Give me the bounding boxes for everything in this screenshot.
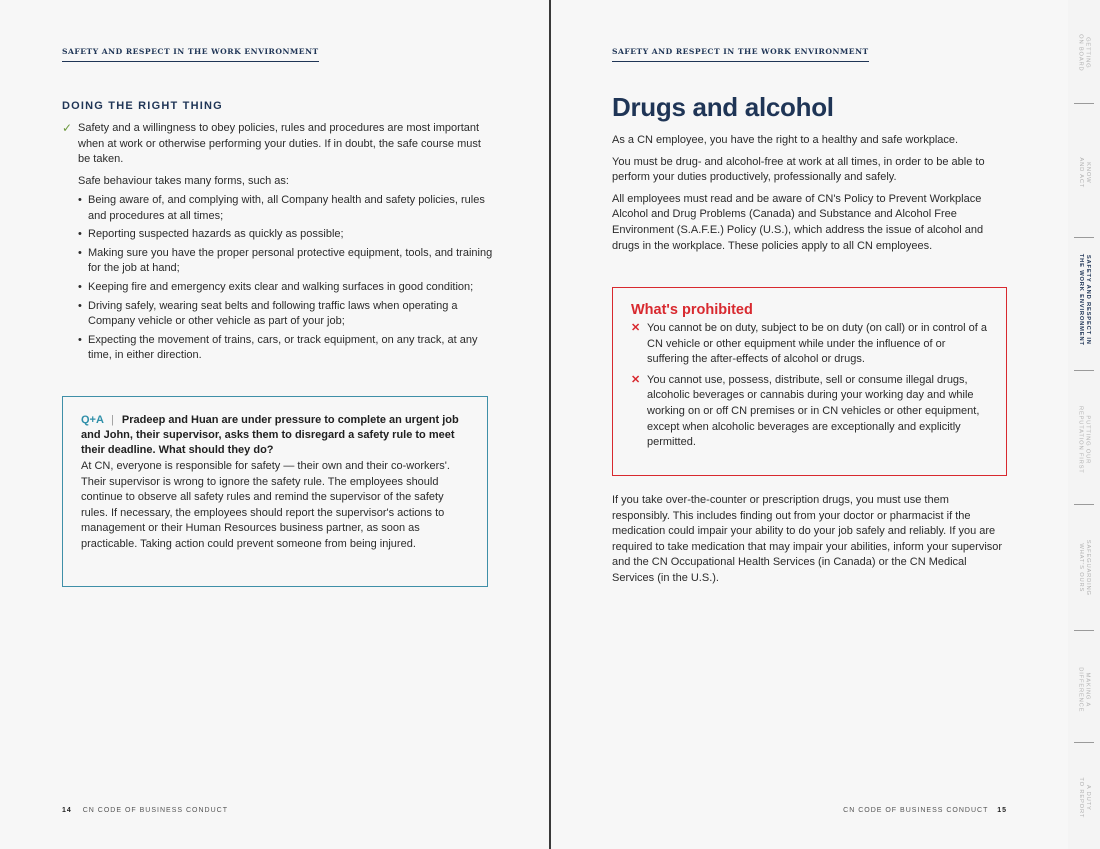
- tab-label: SAFEGUARDING WHAT'S OURS: [1078, 540, 1091, 596]
- paragraph: All employees must read and be aware of CN's Policy to Prevent Workplace Alcohol and Drug Problems (Canada) and Substance and Alcohol Free Environment (S.A.F.E.) Policy (U.S.), which address the issue of alcohol and drugs in the workplace. These policies apply to all CN employees.: [612, 192, 984, 252]
- tab-divider: [1074, 630, 1094, 631]
- tab-label: GETTING ON BOARD: [1078, 34, 1091, 72]
- qa-question: [81, 413, 469, 458]
- footer: [62, 807, 228, 814]
- safe-behaviour-list: [78, 193, 498, 367]
- list-item: • Driving safely, wearing seat belts and following traffic laws when operating a Company vehicle or other vehicle as part of your job;: [78, 299, 498, 330]
- qa-tag: Q+A: [81, 414, 104, 426]
- qa-question-text: Pradeep and Huan are under pressure to complete an urgent job and John, their supervisor, asks them to disregard a safety rule to meet their deadline. What should they do?: [81, 414, 459, 456]
- tab-divider: [1074, 237, 1094, 238]
- list-item: • Reporting suspected hazards as quickly as possible;: [78, 227, 498, 243]
- list-item: • Being aware of, and complying with, all Company health and safety policies, rules and procedures at all times;: [78, 193, 498, 224]
- tab-know-and-act[interactable]: [1068, 128, 1100, 218]
- prohibited-title: What's prohibited: [631, 302, 753, 318]
- tab-divider: [1074, 504, 1094, 505]
- section-tabs-sidebar: [1068, 0, 1100, 849]
- list-item: [631, 373, 988, 451]
- page-title: Drugs and alcohol: [612, 92, 834, 122]
- tab-label: KNOW AND ACT: [1077, 157, 1091, 189]
- intro-text: Safety and a willingness to obey policies, rules and procedures are most important when at work or otherwise performing your duties. If in doubt, the safe course must be taken.: [78, 122, 481, 166]
- tab-a-duty-to-report[interactable]: [1068, 758, 1100, 838]
- tab-divider: [1074, 103, 1094, 104]
- paragraph: You must be drug- and alcohol-free at work at all times, in order to be able to perform your duties productively, professionally and safely.: [612, 155, 985, 184]
- list-item: [631, 321, 988, 368]
- qa-callout: [62, 396, 488, 587]
- tab-making-a-difference[interactable]: [1068, 645, 1100, 735]
- prohibited-item-text: You cannot use, possess, distribute, sell or consume illegal drugs, alcoholic beverages or cannabis during your working day and while working on or off CN premises or in CN vehicles or other equipment, except when alcoholic beverages are exceptionally and explicitly permitted.: [647, 373, 980, 449]
- tab-putting-our-reputation-first[interactable]: [1068, 380, 1100, 500]
- list-item: • Making sure you have the proper personal protective equipment, tools, and training for the job at hand;: [78, 246, 498, 277]
- intro-paragraph: [62, 121, 482, 168]
- prohibited-list: [631, 321, 988, 451]
- running-head: SAFETY AND RESPECT IN THE WORK ENVIRONMENT: [612, 47, 869, 62]
- right-page: [551, 0, 1068, 849]
- prohibited-item-text: You cannot be on duty, subject to be on duty (on call) or in control of a CN vehicle or other equipment while under the influence of or suffering the after-effects of alcohol or drugs.: [647, 322, 987, 366]
- list-item: • Keeping fire and emergency exits clear and walking surfaces in good condition;: [78, 280, 498, 296]
- prohibited-callout: [612, 287, 1007, 476]
- tab-label: MAKING A DIFFERENCE: [1078, 667, 1091, 713]
- tab-label: PUTTING OUR REPUTATION FIRST: [1078, 406, 1091, 474]
- cross-icon: ✕: [631, 373, 641, 386]
- tab-getting-on-board[interactable]: [1068, 18, 1100, 88]
- paragraph: As a CN employee, you have the right to a healthy and safe workplace.: [612, 134, 959, 146]
- footer: [843, 807, 1007, 814]
- checkmark-icon: ✓: [62, 121, 73, 135]
- tab-safeguarding-whats-ours[interactable]: [1068, 518, 1100, 618]
- page-number: 14: [62, 807, 72, 814]
- tab-safety-and-respect[interactable]: [1068, 240, 1100, 360]
- intro-paragraphs: [612, 133, 1004, 260]
- medication-paragraph: If you take over-the-counter or prescription drugs, you must use them responsibly. This includes finding out from your doctor or pharmacist if the medication could impair your ability to do your job safely and reliably. If you are required to take medication that may impair your abilities, inform your supervisor and the CN Occupational Health Services (in Canada) or the CN Medical Services (in the U.S.).: [612, 494, 1003, 584]
- list-item: • Expecting the movement of trains, cars, or track equipment, on any track, at any time, in either direction.: [78, 333, 498, 364]
- tab-divider: [1074, 370, 1094, 371]
- footer-title: CN CODE OF BUSINESS CONDUCT: [843, 807, 989, 814]
- tab-label: A DUTY TO REPORT: [1078, 777, 1091, 819]
- page-number: 15: [997, 807, 1007, 814]
- tab-divider: [1074, 742, 1094, 743]
- qa-answer: At CN, everyone is responsible for safety — their own and their co-workers'. Their supervisor is wrong to ignore the safety rule. The employees should continue to observe all safety rules and remind the supervisor of the safety rules. If necessary, the employees should report the supervisor's actions to management or their Human Resources business partner, as soon as practicable. Taking action could prevent someone from being injured.: [81, 460, 450, 550]
- qa-separator: |: [111, 414, 114, 426]
- safe-behaviour-lead: Safe behaviour takes many forms, such as:: [78, 175, 289, 187]
- section-heading: DOING THE RIGHT THING: [62, 100, 223, 112]
- footer-title: CN CODE OF BUSINESS CONDUCT: [82, 807, 228, 814]
- running-head: SAFETY AND RESPECT IN THE WORK ENVIRONMENT: [62, 47, 319, 62]
- cross-icon: ✕: [631, 322, 641, 334]
- tab-label: SAFETY AND RESPECT IN THE WORK ENVIRONMENT: [1078, 253, 1091, 347]
